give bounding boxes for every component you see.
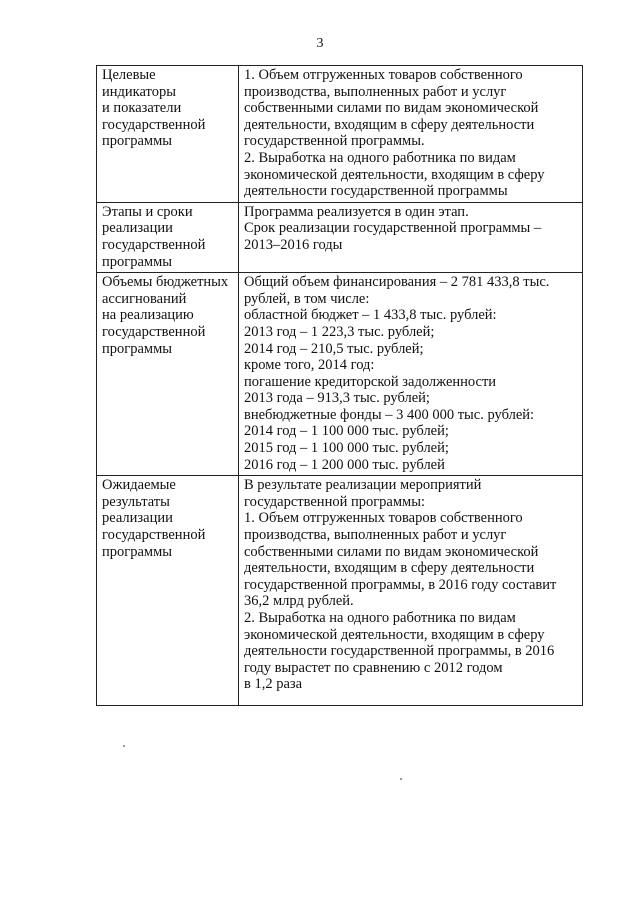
scan-speck <box>400 778 402 780</box>
row-value-expected-results <box>239 476 583 706</box>
table-row-budget-allocations <box>97 273 583 476</box>
row-label-text: Объемы бюджетных ассигнований на реализацию государственной программы <box>102 274 229 357</box>
table-row-expected-results <box>97 476 583 706</box>
table-row-target-indicators <box>97 66 583 203</box>
paragraph: 2014 год – 1 100 000 тыс. рублей; <box>244 423 449 440</box>
row-label-text: Целевые индикаторы и показатели государственной программы <box>102 67 206 150</box>
table-row-stages-terms <box>97 202 583 272</box>
paragraph: 2014 год – 210,5 тыс. рублей; <box>244 340 424 357</box>
paragraph: областной бюджет – 1 433,8 тыс. рублей: <box>244 307 497 324</box>
row-label-budget-allocations <box>97 273 239 476</box>
scan-speck <box>123 745 125 747</box>
row-value-target-indicators <box>239 66 583 203</box>
program-passport-table <box>96 65 583 706</box>
paragraph: 2013 года – 913,3 тыс. рублей; <box>244 390 430 407</box>
row-label-expected-results <box>97 476 239 706</box>
row-value-stages-terms <box>239 202 583 272</box>
paragraph: погашение кредиторской задолженности <box>244 373 497 390</box>
row-value-budget-allocations <box>239 273 583 476</box>
page-number: 3 <box>316 36 324 51</box>
paragraph: 2. Выработка на одного работника по видам экономической деятельности, входящим в сферу деятельности государственной программы, в 2016 году вырастет по сравнению с 2012 годом <box>244 610 555 676</box>
row-label-text: Этапы и сроки реализации государственной программы <box>102 203 206 270</box>
paragraph: Программа реализуется в один этап. <box>244 203 469 220</box>
paragraph: 1. Объем отгруженных товаров собственного производства, выполненных работ и услуг собственными силами по видам экономической деятельности, входящим в сферу деятельности государственной программы, в 2016 году составит 36,2 млрд рублей. <box>244 510 557 610</box>
paragraph: Срок реализации государственной программы – 2013–2016 годы <box>244 220 542 253</box>
paragraph: 2015 год – 1 100 000 тыс. рублей; <box>244 440 449 457</box>
paragraph: 2016 год – 1 200 000 тыс. рублей <box>244 456 445 473</box>
row-label-target-indicators <box>97 66 239 203</box>
row-label-stages-terms <box>97 202 239 272</box>
paragraph: 1. Объем отгруженных товаров собственного производства, выполненных работ и услуг собственными силами по видам экономической деятельности, входящим в сферу деятельности государственной программы. <box>244 67 539 150</box>
paragraph: внебюджетные фонды – 3 400 000 тыс. рублей: <box>244 406 535 423</box>
paragraph: 2. Выработка на одного работника по видам экономической деятельности, входящим в сферу деятельности государственной программы <box>244 149 545 200</box>
paragraph: в 1,2 раза <box>244 676 303 693</box>
row-label-text: Ожидаемые результаты реализации государственной программы <box>102 477 206 560</box>
paragraph: 2013 год – 1 223,3 тыс. рублей; <box>244 323 435 340</box>
paragraph: В результате реализации мероприятий государственной программы: <box>244 477 482 510</box>
paragraph: кроме того, 2014 год: <box>244 357 375 374</box>
paragraph: Общий объем финансирования – 2 781 433,8 тыс. рублей, в том числе: <box>244 274 550 307</box>
